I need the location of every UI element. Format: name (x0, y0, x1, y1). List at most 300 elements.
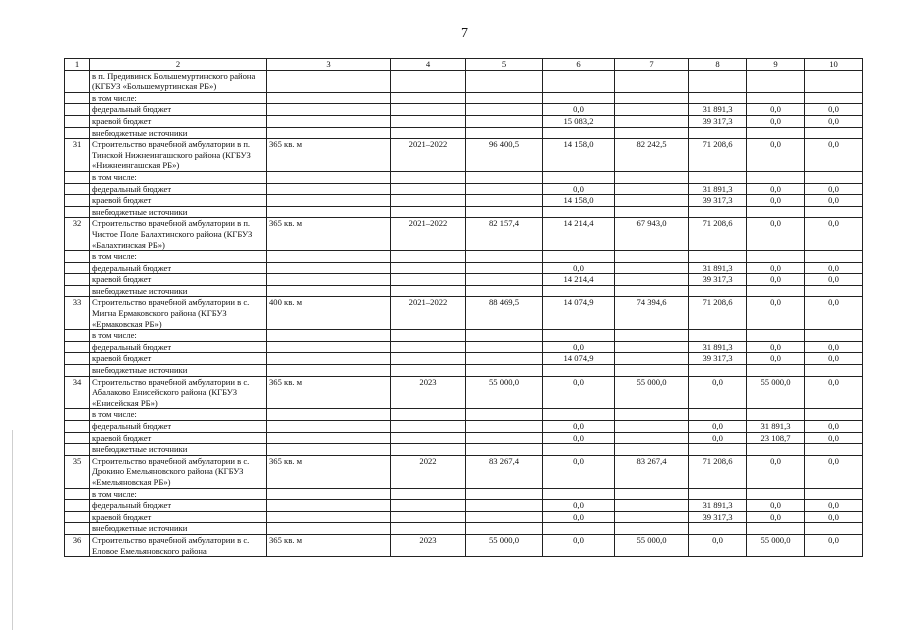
cell-capacity (267, 444, 391, 456)
cell-cost (466, 70, 543, 92)
cell-cost: 83 267,4 (466, 455, 543, 488)
cell-no: 32 (65, 218, 90, 251)
cell-col7 (615, 115, 689, 127)
cell-capacity: 365 кв. м (267, 534, 391, 556)
cell-capacity (267, 251, 391, 263)
table-row (65, 511, 863, 523)
cell-col10 (805, 285, 863, 297)
table-row (65, 523, 863, 535)
cell-col6: 14 214,4 (543, 274, 615, 286)
table-row (65, 534, 863, 556)
cell-no (65, 70, 90, 92)
cell-col9 (747, 70, 805, 92)
cell-col8: 0,0 (689, 432, 747, 444)
cell-capacity: 400 кв. м (267, 297, 391, 330)
cell-capacity (267, 206, 391, 218)
table-row (65, 171, 863, 183)
table-row (65, 115, 863, 127)
cell-col8: 71 208,6 (689, 139, 747, 172)
cell-object: федеральный бюджет (90, 262, 267, 274)
cell-col6 (543, 488, 615, 500)
cell-col6: 0,0 (543, 183, 615, 195)
cell-period (391, 330, 466, 342)
cell-period (391, 409, 466, 421)
cell-cost (466, 195, 543, 207)
cell-col9: 0,0 (747, 139, 805, 172)
cell-col6: 0,0 (543, 511, 615, 523)
cell-col8: 71 208,6 (689, 297, 747, 330)
cell-col7 (615, 262, 689, 274)
cell-object: федеральный бюджет (90, 341, 267, 353)
cell-no (65, 523, 90, 535)
table-row (65, 274, 863, 286)
cell-cost (466, 274, 543, 286)
cell-col10: 0,0 (805, 104, 863, 116)
cell-capacity (267, 523, 391, 535)
cell-col6: 0,0 (543, 262, 615, 274)
cell-period (391, 171, 466, 183)
cell-col8: 0,0 (689, 376, 747, 409)
cell-no (65, 444, 90, 456)
cell-col7 (615, 183, 689, 195)
cell-col6: 14 074,9 (543, 297, 615, 330)
cell-no (65, 206, 90, 218)
table-row (65, 365, 863, 377)
cell-object: федеральный бюджет (90, 183, 267, 195)
cell-col10: 0,0 (805, 455, 863, 488)
cell-col8 (689, 70, 747, 92)
cell-col8: 39 317,3 (689, 195, 747, 207)
cell-col8 (689, 488, 747, 500)
cell-no: 35 (65, 455, 90, 488)
budget-table (64, 58, 863, 557)
table-row (65, 183, 863, 195)
cell-no (65, 432, 90, 444)
cell-col6: 0,0 (543, 376, 615, 409)
cell-col8 (689, 523, 747, 535)
cell-object: федеральный бюджет (90, 421, 267, 433)
cell-col7 (615, 285, 689, 297)
cell-capacity (267, 409, 391, 421)
header-cell-object: 2 (90, 59, 267, 71)
cell-cost (466, 171, 543, 183)
cell-no (65, 251, 90, 263)
table-row (65, 455, 863, 488)
cell-period (391, 104, 466, 116)
cell-period (391, 444, 466, 456)
cell-col7 (615, 127, 689, 139)
header-cell-cost: 5 (466, 59, 543, 71)
cell-col9 (747, 285, 805, 297)
cell-period: 2023 (391, 534, 466, 556)
cell-period (391, 195, 466, 207)
cell-col7 (615, 206, 689, 218)
cell-no (65, 183, 90, 195)
cell-col9 (747, 92, 805, 104)
cell-col7 (615, 251, 689, 263)
cell-col10: 0,0 (805, 500, 863, 512)
cell-object: в п. Предивинск Большемуртинского района (КГБУЗ «Большемуртинская РБ») (90, 70, 267, 92)
cell-cost (466, 330, 543, 342)
cell-col6 (543, 523, 615, 535)
table-row (65, 251, 863, 263)
cell-period (391, 500, 466, 512)
cell-col8: 31 891,3 (689, 341, 747, 353)
cell-col7 (615, 365, 689, 377)
cell-capacity (267, 127, 391, 139)
cell-capacity (267, 92, 391, 104)
cell-capacity (267, 511, 391, 523)
cell-period (391, 341, 466, 353)
cell-col10 (805, 409, 863, 421)
cell-col10: 0,0 (805, 297, 863, 330)
cell-object: в том числе: (90, 409, 267, 421)
cell-col7 (615, 511, 689, 523)
cell-object: в том числе: (90, 488, 267, 500)
cell-cost (466, 262, 543, 274)
cell-no (65, 195, 90, 207)
header-cell-col7: 7 (615, 59, 689, 71)
cell-col6: 14 074,9 (543, 353, 615, 365)
cell-capacity (267, 262, 391, 274)
cell-col7 (615, 523, 689, 535)
cell-capacity (267, 195, 391, 207)
cell-col8: 39 317,3 (689, 274, 747, 286)
cell-no: 34 (65, 376, 90, 409)
cell-col9 (747, 171, 805, 183)
cell-cost: 82 157,4 (466, 218, 543, 251)
cell-no: 33 (65, 297, 90, 330)
cell-col9: 0,0 (747, 274, 805, 286)
cell-col9: 23 108,7 (747, 432, 805, 444)
cell-col6 (543, 409, 615, 421)
cell-period: 2023 (391, 376, 466, 409)
cell-period (391, 183, 466, 195)
table-row (65, 127, 863, 139)
cell-cost (466, 409, 543, 421)
cell-col8 (689, 285, 747, 297)
cell-cost: 88 469,5 (466, 297, 543, 330)
cell-col7 (615, 444, 689, 456)
cell-col8: 39 317,3 (689, 353, 747, 365)
cell-cost (466, 444, 543, 456)
cell-col6 (543, 171, 615, 183)
cell-cost (466, 92, 543, 104)
cell-capacity (267, 353, 391, 365)
cell-cost (466, 365, 543, 377)
cell-col8 (689, 365, 747, 377)
cell-col7 (615, 274, 689, 286)
cell-col10: 0,0 (805, 432, 863, 444)
cell-cost (466, 251, 543, 263)
cell-no (65, 365, 90, 377)
cell-col9: 0,0 (747, 353, 805, 365)
cell-object: федеральный бюджет (90, 104, 267, 116)
cell-col6 (543, 70, 615, 92)
cell-col7 (615, 500, 689, 512)
cell-col8 (689, 330, 747, 342)
cell-object: в том числе: (90, 330, 267, 342)
table-row (65, 285, 863, 297)
cell-cost: 55 000,0 (466, 534, 543, 556)
cell-no (65, 421, 90, 433)
cell-col7: 67 943,0 (615, 218, 689, 251)
cell-object: краевой бюджет (90, 511, 267, 523)
cell-col7 (615, 353, 689, 365)
cell-capacity (267, 285, 391, 297)
table-row (65, 444, 863, 456)
cell-col9 (747, 488, 805, 500)
cell-col10: 0,0 (805, 183, 863, 195)
cell-col7: 82 242,5 (615, 139, 689, 172)
table-row (65, 206, 863, 218)
cell-col6: 14 158,0 (543, 195, 615, 207)
cell-col7 (615, 171, 689, 183)
header-cell-col10: 10 (805, 59, 863, 71)
cell-capacity (267, 488, 391, 500)
cell-col9: 0,0 (747, 115, 805, 127)
cell-col8: 31 891,3 (689, 262, 747, 274)
cell-col9: 0,0 (747, 195, 805, 207)
cell-col7 (615, 330, 689, 342)
cell-cost (466, 341, 543, 353)
cell-period: 2021–2022 (391, 218, 466, 251)
cell-col10: 0,0 (805, 534, 863, 556)
cell-col7 (615, 70, 689, 92)
cell-object: краевой бюджет (90, 274, 267, 286)
cell-capacity (267, 104, 391, 116)
cell-object: федеральный бюджет (90, 500, 267, 512)
cell-col10 (805, 127, 863, 139)
cell-col9: 55 000,0 (747, 534, 805, 556)
cell-capacity (267, 365, 391, 377)
cell-col6 (543, 127, 615, 139)
cell-cost: 55 000,0 (466, 376, 543, 409)
cell-cost (466, 523, 543, 535)
cell-capacity (267, 70, 391, 92)
cell-col9: 0,0 (747, 500, 805, 512)
table-row (65, 262, 863, 274)
cell-col10: 0,0 (805, 274, 863, 286)
cell-cost (466, 206, 543, 218)
cell-object: внебюджетные источники (90, 444, 267, 456)
cell-capacity (267, 274, 391, 286)
header-cell-period: 4 (391, 59, 466, 71)
header-cell-col9: 9 (747, 59, 805, 71)
cell-col6 (543, 251, 615, 263)
cell-capacity (267, 341, 391, 353)
cell-object: краевой бюджет (90, 432, 267, 444)
cell-period (391, 127, 466, 139)
cell-object: внебюджетные источники (90, 365, 267, 377)
cell-col8: 0,0 (689, 534, 747, 556)
cell-no (65, 341, 90, 353)
cell-col10: 0,0 (805, 139, 863, 172)
cell-col10: 0,0 (805, 115, 863, 127)
cell-col9 (747, 251, 805, 263)
cell-col10: 0,0 (805, 195, 863, 207)
header-cell-no: 1 (65, 59, 90, 71)
table-row (65, 330, 863, 342)
cell-col10 (805, 523, 863, 535)
cell-col9: 0,0 (747, 104, 805, 116)
cell-cost (466, 353, 543, 365)
cell-col10: 0,0 (805, 511, 863, 523)
cell-capacity (267, 330, 391, 342)
cell-col10 (805, 488, 863, 500)
cell-col7 (615, 488, 689, 500)
page-number: 7 (461, 26, 468, 41)
cell-period (391, 365, 466, 377)
cell-object: краевой бюджет (90, 115, 267, 127)
cell-object: Строительство врачебной амбулатории в с. Еловое Емельяновского района (90, 534, 267, 556)
table-body (65, 59, 863, 557)
cell-col6: 0,0 (543, 432, 615, 444)
cell-period (391, 115, 466, 127)
cell-col8: 39 317,3 (689, 511, 747, 523)
cell-capacity (267, 183, 391, 195)
cell-period: 2021–2022 (391, 297, 466, 330)
cell-col10: 0,0 (805, 262, 863, 274)
table-row (65, 195, 863, 207)
cell-period (391, 421, 466, 433)
cell-object: внебюджетные источники (90, 285, 267, 297)
cell-object: краевой бюджет (90, 195, 267, 207)
cell-object: краевой бюджет (90, 353, 267, 365)
cell-col6 (543, 330, 615, 342)
cell-col10: 0,0 (805, 341, 863, 353)
cell-period: 2021–2022 (391, 139, 466, 172)
cell-col9: 0,0 (747, 183, 805, 195)
cell-col9: 0,0 (747, 511, 805, 523)
table-header-row (65, 59, 863, 71)
cell-object: Строительство врачебной амбулатории в п. Тинской Нижнеингашского района (КГБУЗ «Нижнеингашская РБ») (90, 139, 267, 172)
cell-col9: 31 891,3 (747, 421, 805, 433)
cell-col7: 74 394,6 (615, 297, 689, 330)
cell-period (391, 274, 466, 286)
cell-object: Строительство врачебной амбулатории в с. Абалаково Енисейского района (КГБУЗ «Енисейская РБ») (90, 376, 267, 409)
cell-no (65, 285, 90, 297)
cell-period (391, 523, 466, 535)
cell-col9 (747, 409, 805, 421)
cell-object: Строительство врачебной амбулатории в с. Мигна Ермаковского района (КГБУЗ «Ермаковская РБ») (90, 297, 267, 330)
cell-col9: 0,0 (747, 297, 805, 330)
cell-col10 (805, 171, 863, 183)
table-row (65, 92, 863, 104)
cell-cost (466, 104, 543, 116)
cell-object: внебюджетные источники (90, 206, 267, 218)
cell-col9 (747, 127, 805, 139)
cell-no (65, 488, 90, 500)
cell-no (65, 353, 90, 365)
cell-period (391, 92, 466, 104)
cell-col9: 0,0 (747, 455, 805, 488)
cell-col8: 31 891,3 (689, 104, 747, 116)
cell-object: Строительство врачебной амбулатории в п. Чистое Поле Балахтинского района (КГБУЗ «Балахтинская РБ») (90, 218, 267, 251)
table-row (65, 139, 863, 172)
cell-no: 31 (65, 139, 90, 172)
table-row (65, 376, 863, 409)
cell-period: 2022 (391, 455, 466, 488)
cell-no (65, 274, 90, 286)
table-row (65, 421, 863, 433)
table-row (65, 297, 863, 330)
cell-col6: 15 083,2 (543, 115, 615, 127)
cell-col8 (689, 251, 747, 263)
cell-cost (466, 500, 543, 512)
cell-col7 (615, 104, 689, 116)
cell-col8 (689, 409, 747, 421)
table-row (65, 341, 863, 353)
cell-col7 (615, 341, 689, 353)
table-row (65, 488, 863, 500)
cell-col8 (689, 206, 747, 218)
cell-col6 (543, 444, 615, 456)
table-row (65, 104, 863, 116)
cell-col8: 31 891,3 (689, 500, 747, 512)
cell-capacity (267, 432, 391, 444)
cell-col6: 0,0 (543, 104, 615, 116)
cell-cost (466, 115, 543, 127)
cell-col9 (747, 330, 805, 342)
cell-col10 (805, 330, 863, 342)
cell-cost (466, 511, 543, 523)
cell-cost: 96 400,5 (466, 139, 543, 172)
cell-period (391, 353, 466, 365)
cell-col8: 71 208,6 (689, 455, 747, 488)
cell-no (65, 171, 90, 183)
table-row (65, 218, 863, 251)
cell-col10 (805, 365, 863, 377)
cell-col6 (543, 92, 615, 104)
cell-object: внебюджетные источники (90, 127, 267, 139)
cell-col8 (689, 444, 747, 456)
cell-col10: 0,0 (805, 421, 863, 433)
cell-cost (466, 285, 543, 297)
table-row (65, 353, 863, 365)
cell-period (391, 262, 466, 274)
cell-col10: 0,0 (805, 218, 863, 251)
cell-col6: 0,0 (543, 500, 615, 512)
cell-col10 (805, 206, 863, 218)
cell-col7 (615, 195, 689, 207)
cell-col9: 0,0 (747, 218, 805, 251)
cell-col6: 0,0 (543, 421, 615, 433)
cell-col6: 0,0 (543, 341, 615, 353)
cell-cost (466, 421, 543, 433)
cell-no (65, 127, 90, 139)
cell-period (391, 432, 466, 444)
table-row (65, 432, 863, 444)
cell-col6 (543, 285, 615, 297)
table-row (65, 500, 863, 512)
cell-col9 (747, 206, 805, 218)
cell-col9: 0,0 (747, 262, 805, 274)
cell-no (65, 115, 90, 127)
cell-col8: 71 208,6 (689, 218, 747, 251)
cell-capacity: 365 кв. м (267, 455, 391, 488)
cell-col10: 0,0 (805, 376, 863, 409)
cell-col9 (747, 523, 805, 535)
cell-object: Строительство врачебной амбулатории в с. Дрокино Емельяновского района (КГБУЗ «Емельяновская РБ») (90, 455, 267, 488)
cell-capacity: 365 кв. м (267, 218, 391, 251)
cell-no: 36 (65, 534, 90, 556)
cell-col7: 83 267,4 (615, 455, 689, 488)
cell-capacity: 365 кв. м (267, 139, 391, 172)
cell-col9 (747, 444, 805, 456)
cell-col10 (805, 92, 863, 104)
cell-period (391, 251, 466, 263)
